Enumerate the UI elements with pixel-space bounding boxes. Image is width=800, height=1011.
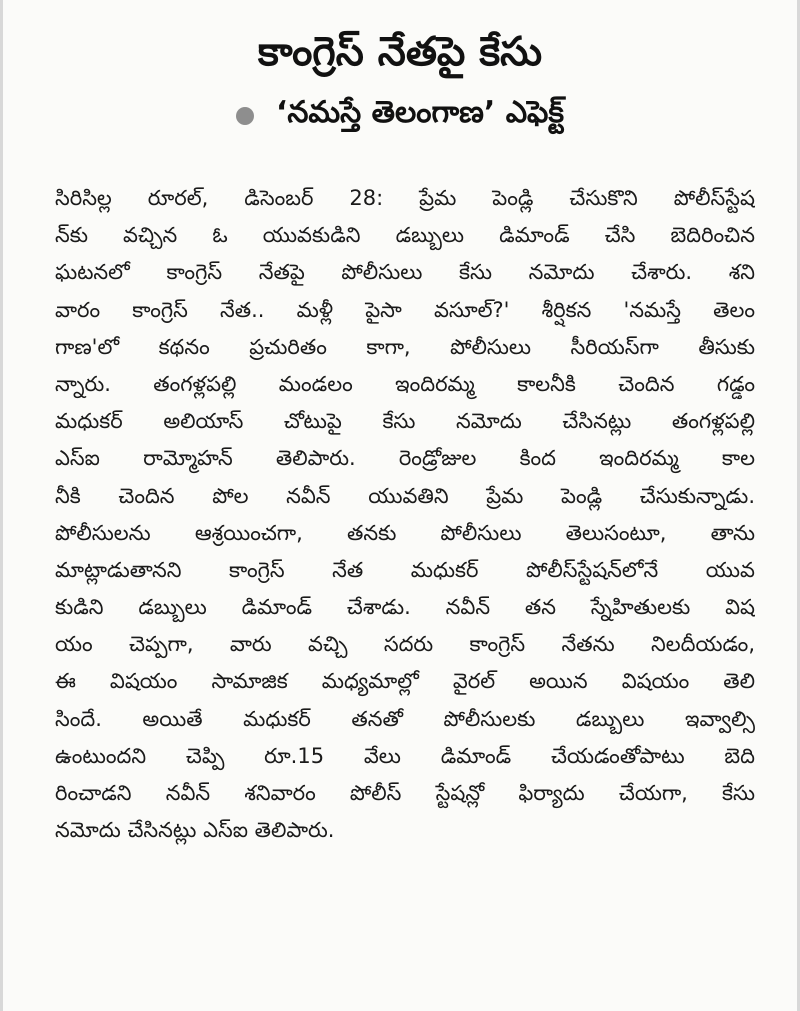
body-line: న్‌కు వచ్చిన ఓ యువకుడిని డబ్బులు డిమాండ్ చేసి బెదిరించిన <box>55 223 755 248</box>
body-line: న్నారు. తంగళ్లపల్లి మండలం ఇందిరమ్మ కాలనీకి చెందిన గడ్డం <box>55 371 755 396</box>
body-line: నీకి చెందిన పోల నవీన్ యువతిని ప్రేమ పెండ్లి చేసుకున్నాడు. <box>55 483 755 508</box>
body-line: యం చెప్పగా, వారు వచ్చి సదరు కాంగ్రెస్ నేతను నిలదీయడం, <box>55 632 755 657</box>
headline: కాంగ్రెస్ నేతపై కేసు <box>257 29 543 75</box>
body-line: ఉంటుందని చెప్పి రూ.15 వేలు డిమాండ్ చేయడంతోపాటు బెది <box>55 743 755 768</box>
body-line: మాట్లాడుతానని కాంగ్రెస్ నేత మధుకర్ పోలీస్‌స్టేషన్‌లోనే యువ <box>55 557 755 582</box>
body-line: ఈ విషయం సామాజిక మధ్యమాల్లో వైరల్ అయిన విషయం తెలి <box>55 669 755 694</box>
body-line: గాణ'లో కథనం ప్రచురితం కాగా, పోలీసులు సీరియస్‌గా తీసుకు <box>55 334 755 359</box>
body-line: రించాడని నవీన్ శనివారం పోలీస్ స్టేషన్లో ఫిర్యాదు చేయగా, కేసు <box>55 781 755 805</box>
body-line: నమోదు చేసినట్లు ఎస్‌ఐ తెలిపారు. <box>55 818 335 843</box>
body-line: మధుకర్ అలియాస్ చోటుపై కేసు నమోదు చేసినట్లు తంగళ్లపల్లి <box>55 409 755 434</box>
bullet-icon <box>236 107 254 125</box>
subheadline: ‘నమస్తే తెలంగాణ’ ఎఫెక్ట్ <box>275 95 565 130</box>
body-line: కుడిని డబ్బులు డిమాండ్ చేశాడు. నవీన్ తన స్నేహితులకు విష <box>55 595 755 620</box>
body-line: ఘటనలో కాంగ్రెస్ నేతపై పోలీసులు కేసు నమోదు చేశారు. శని <box>55 260 755 285</box>
article-body <box>55 180 755 849</box>
body-line: సిందే. అయితే మధుకర్ తనతో పోలీసులకు డబ్బులు ఇవ్వాల్సి <box>55 706 755 731</box>
body-line: ఎస్‌ఐ రామ్మోహన్ తెలిపారు. రెండ్రోజుల కింద ఇందిరమ్మ కాల <box>55 446 755 471</box>
body-line: సిరిసిల్ల రూరల్, డిసెంబర్ 28: ప్రేమ పెండ్లి చేసుకొని పోలీస్‌స్టేష <box>55 186 755 210</box>
body-line: వారం కాంగ్రెస్ నేత.. మళ్లీ పైసా వసూల్?' శీర్షికన 'నమస్తే తెలం <box>55 297 755 322</box>
subheadline-row <box>3 94 797 138</box>
body-line: పోలీసులను ఆశ్రయించగా, తనకు పోలీసులు తెలుసంటూ, తాను <box>55 520 755 545</box>
